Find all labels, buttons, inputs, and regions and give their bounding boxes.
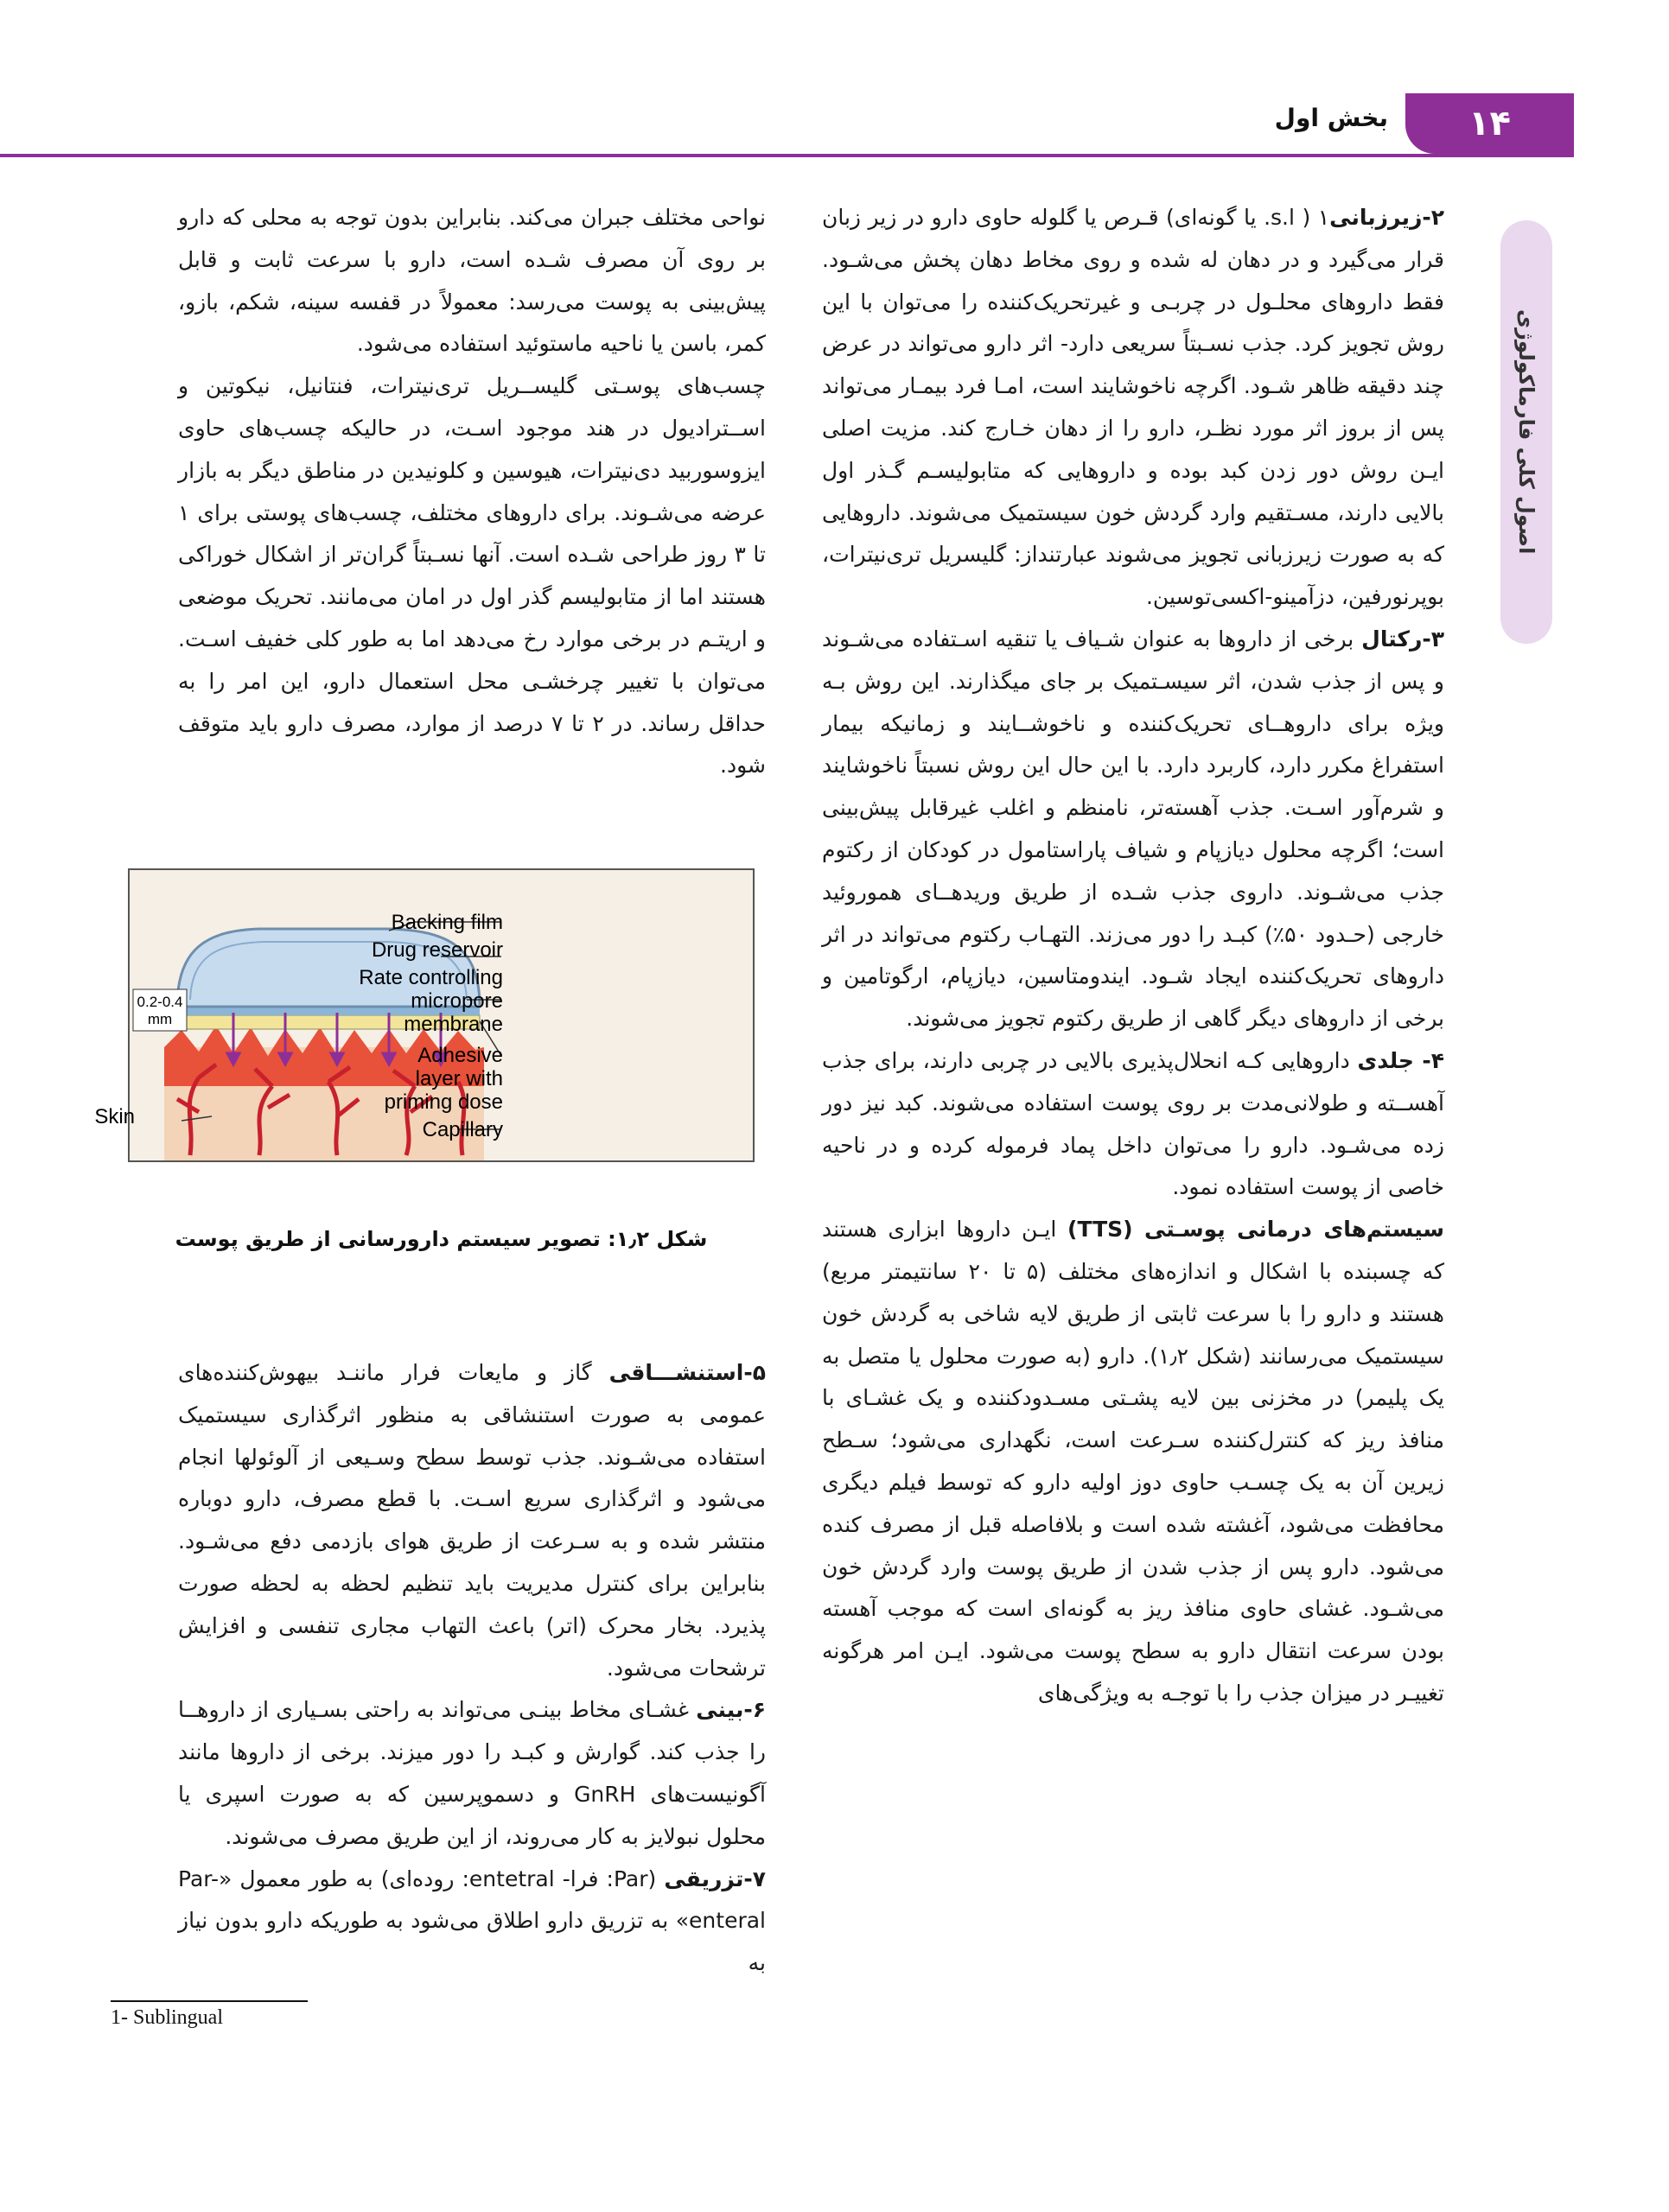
side-tab-label: اصول کلی فارماکولوژی bbox=[1514, 309, 1538, 555]
lead-rectal: ۳-رکتال bbox=[1361, 626, 1444, 652]
text-nasal: غشـای مخاط بینـی می‌تواند به راحتی بسـیاری از داروهــا را جذب کند. گوارش و کبـد را دور میزند. برخی از داروها مانند آگونیست‌های GnRH و دسموپرسین که به صورت اسپری یا محلول نبولایز به کار می‌روند، از این طریق مصرف می‌شوند. bbox=[178, 1697, 767, 1849]
paragraph-inhalation bbox=[178, 1352, 766, 1689]
paragraph-cutaneous bbox=[822, 1040, 1444, 1209]
label-rate-controlling: Rate controlling bbox=[359, 966, 503, 989]
lead-inhalation: ۵-استنشـــاقی bbox=[608, 1360, 766, 1385]
paragraph-nasal bbox=[178, 1689, 766, 1858]
label-skin: Skin bbox=[94, 1105, 135, 1128]
label-backing-film: Backing film bbox=[391, 911, 503, 934]
lead-nasal: ۶-بینی bbox=[696, 1697, 766, 1723]
footnote-rule bbox=[111, 2000, 308, 2002]
label-priming-dose: priming dose bbox=[384, 1090, 503, 1114]
paragraph-tts bbox=[822, 1209, 1444, 1715]
label-adhesive: Adhesive bbox=[417, 1044, 503, 1067]
label-micropore: micropore bbox=[411, 989, 503, 1013]
text-sublingual: ۱ ( s.l. یا گونه‌ای) قـرص یا گلوله حاوی دارو در زیر زبان قرار می‌گیرد و در دهان له شده و روی مخاط دهان پخش می‌شـود. فقط داروهای محلـول در چربـی و غیرتحریک‌کننده را می‌توان با این روش تجویز کرد. جذب نسـبتاً سریعی دارد- اثر دارو می‌تواند در عرض چند دقیقه ظاهر شـود. اگرچه ناخوشایند است، امـا فرد بیمـار می‌تواند پس از بروز اثر مورد نظـر، دارو را از دهان خـارج کند. مزیت اصلی ایـن روش دور زدن کبد بوده و داروهایی که متابولیسـم گـذر اول بالایی دارند، مسـتقیم وارد گردش خون سیستمیک می‌شوند. داروهایی که به صورت زیرزبانی تجویز می‌شوند عبارتنداز: گلیسریل تری‌نیترات، بوپرنورفین، دزآمینو-اکسی‌توسین. bbox=[822, 205, 1444, 610]
text-cutaneous: داروهایی کـه انحلال‌پذیری بالایی در چربی دارند، برای جذب آهســته و طولانی‌مدت بر روی پوست استفاده می‌شوند. کبد نیز دور زده می‌شـود. دارو را می‌توان داخل پماد فرموله کرده و در ناحیه خاصی از پوست استفاده نمود. bbox=[822, 1047, 1444, 1200]
label-capillary: Capillary bbox=[422, 1118, 503, 1141]
transdermal-diagram bbox=[94, 870, 753, 1160]
lead-parenteral: ۷-تزریقی bbox=[664, 1866, 767, 1891]
label-drug-reservoir: Drug reservoir bbox=[371, 938, 503, 962]
thickness-unit: mm bbox=[147, 1011, 173, 1027]
header-rule bbox=[0, 154, 1574, 157]
text-tts: ایـن داروها ابزاری هستند که چسبنده با اشکال و اندازه‌های مختلف (۵ تا ۲۰ سانتیمتر مربع) هستند و دارو را با سرعت ثابتی از طریق لایه شاخی به گردش خون سیستمیک می‌رسانند (شکل ۱٫۲). دارو (به صورت محلول یا متصل به یک پلیمر) در مخزنی بین لایه پشـتی مسـدودکننده و یک غشـای با منافذ ریز که کنترل‌کننده سـرعت است، نگهداری می‌شود؛ سـطح زیرین آن به یک چسـب حاوی دوز اولیه دارو که توسط فیلم دیگری محافظت می‌شود، آغشته شده است و بلافاصله قبل از مصرف کنده می‌شود. دارو پس از جذب شدن از طریق پوست وارد گردش خون می‌شـود. غشای حاوی منافذ ریز به گونه‌ای است که موجب آهسته بودن سرعت انتقال دارو به سطح پوست می‌شود. ایـن امر هرگونه تغییـر در میزان جذب را با توجـه به ویژگی‌های bbox=[822, 1217, 1445, 1706]
text-parenteral: (Par: فرا- entetral: روده‌ای) به طور معمول «Par-enteral» به تزریق دارو اطلاق می‌شود به طوریکه دارو بدون نیاز به bbox=[178, 1866, 766, 1976]
paragraph-patches: چسب‌های پوسـتی گلیســریل تری‌نیترات، فنتانیل، نیکوتین و اســترادیول در هند موجود اسـت، در حالیکه چسب‌های حاوی ایزوسوربید دی‌نیترات، هیوسین و کلونیدین در مناطق دیگر به بازار عرضه می‌شـوند. برای داروهای مختلف، چسب‌های پوستی برای ۱ تا ۳ روز طراحی شـده است. آنها نسـبتاً گران‌تر از اشکال خوراکی هستند اما از متابولیسم گذر اول در امان می‌مانند. تحریک موضعی و اریتـم در برخی موارد رخ می‌دهد اما به طور کلی خفیف اسـت. می‌توان با تغییر چرخشـی محل استعمال دارو، این امر را به حداقل رساند. در ۲ تا ۷ درصد از موارد، مصرف دارو باید متوقف شود. bbox=[178, 373, 766, 779]
footnote: 1- Sublingual bbox=[111, 2006, 223, 2029]
chapter-label: بخش اول bbox=[1274, 104, 1388, 132]
label-layer-with: layer with bbox=[415, 1067, 503, 1090]
lead-sublingual: ۲-زیرزبانی bbox=[1329, 205, 1444, 230]
side-tab bbox=[1500, 220, 1552, 644]
left-column-top bbox=[178, 197, 766, 787]
right-column bbox=[822, 197, 1444, 1715]
text-rectal: برخی از داروها به عنوان شـیاف یا تنقیه اسـتفاده می‌شـوند و پس از جذب شدن، اثر سیسـتمیک بر جای میگذارند. این روش بـه ویژه برای داروهــای تحریک‌کننده و ناخوشــایند و زمانیکه بیمار استفراغ مکرر دارد، کاربرد دارد. با این حال این روش نسبتاً ناخوشایند و شرم‌آور اسـت. جذب آهسته‌تر، نامنظم و اغلب غیرقابل پیش‌بینی است؛ اگرچه محلول دیازپام و شیاف پاراستامول در کودکان از رکتوم جذب می‌شـوند. داروی جذب شـده از طریق وریدهــای هموروئید خارجی (حـدود ۵۰٪) کبـد را دور می‌زند. التهـاب رکتوم می‌تواند در اثر داروهای تحریک‌کننده ایجاد شـود. ایندومتاسین، دیازپام، ارگوتامین و برخی از داروهای دیگر گاهی از طریق رکتوم تجویز می‌شوند. bbox=[822, 626, 1444, 1032]
page-number: ۱۴ bbox=[1468, 104, 1511, 143]
paragraph-parenteral bbox=[178, 1859, 766, 1985]
text-inhalation: گاز و مایعات فرار ماننـد بیهوش‌کننده‌های عمومی به صورت استنشاقی به منظور اثرگذاری سیستمیک استفاده می‌شـوند. جذب توسط سطح وسـیعی از آلوئولها انجام می‌شود و اثرگذاری سریع اسـت. با قطع مصرف، دارو دوباره منتشر شده و به سـرعت از طریق هوای بازدمی دفع می‌شـود. بنابراین برای کنترل مدیریت باید تنظیم لحظه به لحظه صورت پذیرد. بخار محرک (اتر) باعث التهاب مجاری تنفسی و افزایش ترشحات می‌شود. bbox=[178, 1360, 766, 1681]
page-number-box bbox=[1405, 93, 1574, 154]
transdermal-figure bbox=[94, 868, 755, 1162]
thickness-value: 0.2-0.4 bbox=[137, 994, 183, 1010]
lead-tts: سیستم‌های درمانی پوسـتی (TTS) bbox=[1067, 1217, 1444, 1243]
lead-cutaneous: ۴- جلدی bbox=[1357, 1047, 1444, 1073]
paragraph-sublingual bbox=[822, 197, 1444, 619]
paragraph-tts-continued: نواحی مختلف جبران می‌کند. بنابراین بدون توجه به محلی که دارو بر روی آن مصرف شـده است، دارو با سرعت ثابت و قابل پیش‌بینی به پوست می‌رسد: معمولاً در قفسه سینه، شکم، بازو، کمر، باسن یا ناحیه ماستوئید استفاده می‌شود. bbox=[178, 205, 766, 357]
label-membrane: membrane bbox=[404, 1013, 503, 1036]
figure-caption: شکل ۱٫۲: تصویر سیستم دارورسانی از طریق پوست bbox=[175, 1227, 708, 1251]
paragraph-rectal bbox=[822, 619, 1444, 1040]
left-column-bottom bbox=[178, 1352, 766, 1985]
